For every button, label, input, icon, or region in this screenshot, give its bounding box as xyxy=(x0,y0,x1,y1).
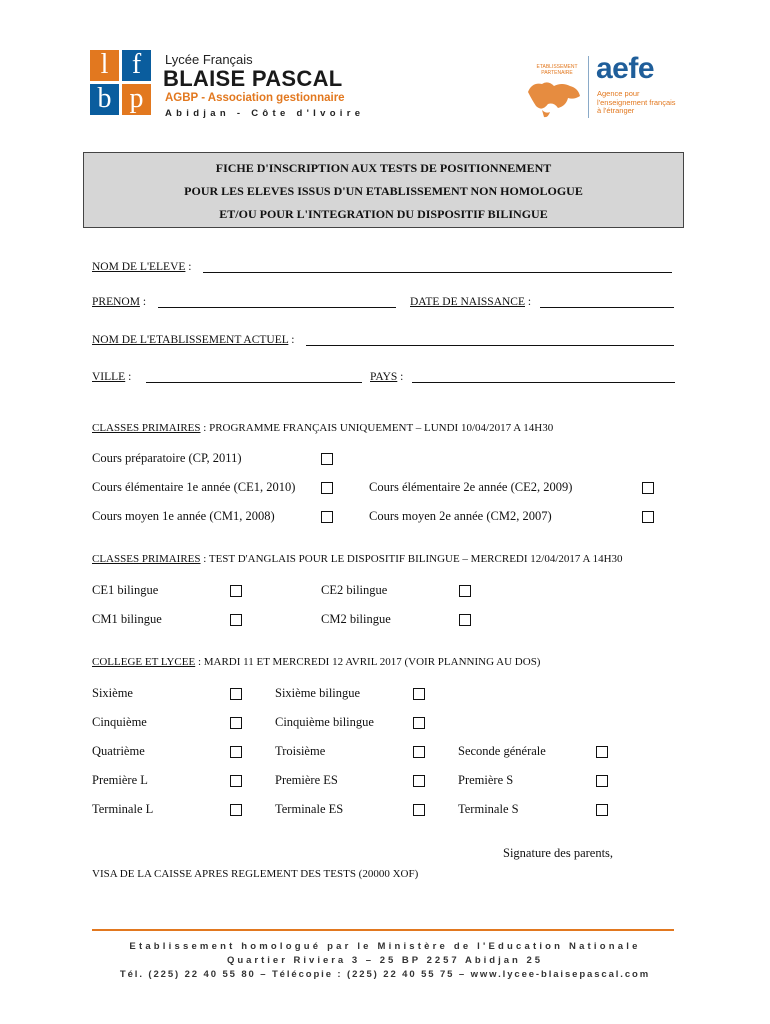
checkbox-terminale-l[interactable] xyxy=(230,804,242,816)
form-title-box xyxy=(83,152,684,228)
title-line-3: ET/OU POUR L'INTEGRATION DU DISPOSITIF BILINGUE xyxy=(219,207,548,221)
checkbox-cm1-bilingue[interactable] xyxy=(230,614,242,626)
option-cinquieme: Cinquième xyxy=(92,715,147,729)
logo-tile-p: p xyxy=(122,84,151,115)
option-terminale-l: Terminale L xyxy=(92,802,154,816)
footer-line-1: Etablissement homologué par le Ministère de l'Education Nationale xyxy=(129,941,641,952)
checkbox-sixieme-bilingue[interactable] xyxy=(413,688,425,700)
option-premiere-s: Première S xyxy=(458,773,514,787)
checkbox-terminale-s[interactable] xyxy=(596,804,608,816)
checkbox-cinquieme[interactable] xyxy=(230,717,242,729)
school-name: BLAISE PASCAL xyxy=(163,66,343,91)
logo-tile-b: b xyxy=(90,84,119,115)
option-premiere-l: Première L xyxy=(92,773,148,787)
ville-label: VILLE : xyxy=(92,371,132,383)
section3-heading: COLLEGE ET LYCEE : MARDI 11 ET MERCREDI 12 AVRIL 2017 (VOIR PLANNING AU DOS) xyxy=(92,656,541,668)
option-quatrieme: Quatrième xyxy=(92,744,145,758)
etab-field[interactable] xyxy=(306,345,674,346)
checkbox-cm1[interactable] xyxy=(321,511,333,523)
aefe-divider xyxy=(588,56,589,118)
section2-heading: CLASSES PRIMAIRES : TEST D'ANGLAIS POUR LE DISPOSITIF BILINGUE – MERCREDI 12/04/2017 A 14H30 xyxy=(92,553,623,565)
option-terminale-s: Terminale S xyxy=(458,802,519,816)
title-line-2: POUR LES ELEVES ISSUS D'UN ETABLISSEMENT NON HOMOLOGUE xyxy=(184,184,583,198)
aefe-partner-label: ETABLISSEMENT PARTENAIRE xyxy=(536,64,578,76)
option-cm1: Cours moyen 1e année (CM1, 2008) xyxy=(92,509,275,523)
checkbox-premiere-s[interactable] xyxy=(596,775,608,787)
checkbox-terminale-es[interactable] xyxy=(413,804,425,816)
footer-line-2: Quartier Riviera 3 – 25 BP 2257 Abidjan 25 xyxy=(226,955,544,966)
option-cinquieme-bilingue: Cinquième bilingue xyxy=(275,715,374,729)
checkbox-cp[interactable] xyxy=(321,453,333,465)
school-logo xyxy=(90,50,152,116)
nom-label: NOM DE L'ELEVE : xyxy=(92,261,192,273)
checkbox-ce2[interactable] xyxy=(642,482,654,494)
option-ce1-bilingue: CE1 bilingue xyxy=(92,583,159,597)
checkbox-premiere-es[interactable] xyxy=(413,775,425,787)
checkbox-troisieme[interactable] xyxy=(413,746,425,758)
option-cm1-bilingue: CM1 bilingue xyxy=(92,612,162,626)
checkbox-cm2[interactable] xyxy=(642,511,654,523)
option-ce2-bilingue: CE2 bilingue xyxy=(321,583,388,597)
checkbox-sixieme[interactable] xyxy=(230,688,242,700)
ville-field[interactable] xyxy=(146,382,362,383)
option-cm2: Cours moyen 2e année (CM2, 2007) xyxy=(369,509,552,523)
footer-divider xyxy=(92,929,674,931)
option-terminale-es: Terminale ES xyxy=(275,802,344,816)
option-troisieme: Troisième xyxy=(275,744,326,758)
school-association: AGBP - Association gestionnaire xyxy=(165,92,345,104)
prenom-label: PRENOM : xyxy=(92,296,147,308)
section1-heading: CLASSES PRIMAIRES : PROGRAMME FRANÇAIS UNIQUEMENT – LUNDI 10/04/2017 A 14H30 xyxy=(92,422,554,434)
option-seconde: Seconde générale xyxy=(458,744,546,758)
logo-tile-l: l xyxy=(90,50,119,81)
option-sixieme: Sixième xyxy=(92,686,133,700)
option-sixieme-bilingue: Sixième bilingue xyxy=(275,686,361,700)
checkbox-cm2-bilingue[interactable] xyxy=(459,614,471,626)
signature-label: Signature des parents, xyxy=(503,846,614,860)
option-premiere-es: Première ES xyxy=(275,773,338,787)
date-field[interactable] xyxy=(540,307,674,308)
checkbox-cinquieme-bilingue[interactable] xyxy=(413,717,425,729)
checkbox-quatrieme[interactable] xyxy=(230,746,242,758)
option-cm2-bilingue: CM2 bilingue xyxy=(321,612,391,626)
option-ce1: Cours élémentaire 1e année (CE1, 2010) xyxy=(92,480,296,494)
title-line-1: FICHE D'INSCRIPTION AUX TESTS DE POSITIONNEMENT xyxy=(215,161,552,175)
checkbox-ce2-bilingue[interactable] xyxy=(459,585,471,597)
option-ce2: Cours élémentaire 2e année (CE2, 2009) xyxy=(369,480,573,494)
etab-label: NOM DE L'ETABLISSEMENT ACTUEL : xyxy=(92,334,295,346)
checkbox-premiere-l[interactable] xyxy=(230,775,242,787)
school-line1: Lycée Français xyxy=(165,52,253,67)
school-location: Abidjan - Côte d'Ivoire xyxy=(165,108,365,119)
visa-label: VISA DE LA CAISSE APRES REGLEMENT DES TESTS (20000 XOF) xyxy=(92,868,419,880)
footer-line-3: Tél. (225) 22 40 55 80 – Télécopie : (225) 22 40 55 75 – www.lycee-blaisepascal.com xyxy=(119,969,651,980)
aefe-subtitle: Agence pour l'enseignement français à l'étranger xyxy=(597,89,676,115)
nom-field[interactable] xyxy=(203,272,672,273)
checkbox-seconde[interactable] xyxy=(596,746,608,758)
option-cp: Cours préparatoire (CP, 2011) xyxy=(92,451,242,465)
checkbox-ce1-bilingue[interactable] xyxy=(230,585,242,597)
pays-field[interactable] xyxy=(412,382,675,383)
date-label: DATE DE NAISSANCE : xyxy=(410,296,532,308)
logo-tile-f: f xyxy=(122,50,151,81)
aefe-logo-text: aefe xyxy=(596,52,655,85)
checkbox-ce1[interactable] xyxy=(321,482,333,494)
prenom-field[interactable] xyxy=(158,307,396,308)
pays-label: PAYS : xyxy=(370,371,404,383)
